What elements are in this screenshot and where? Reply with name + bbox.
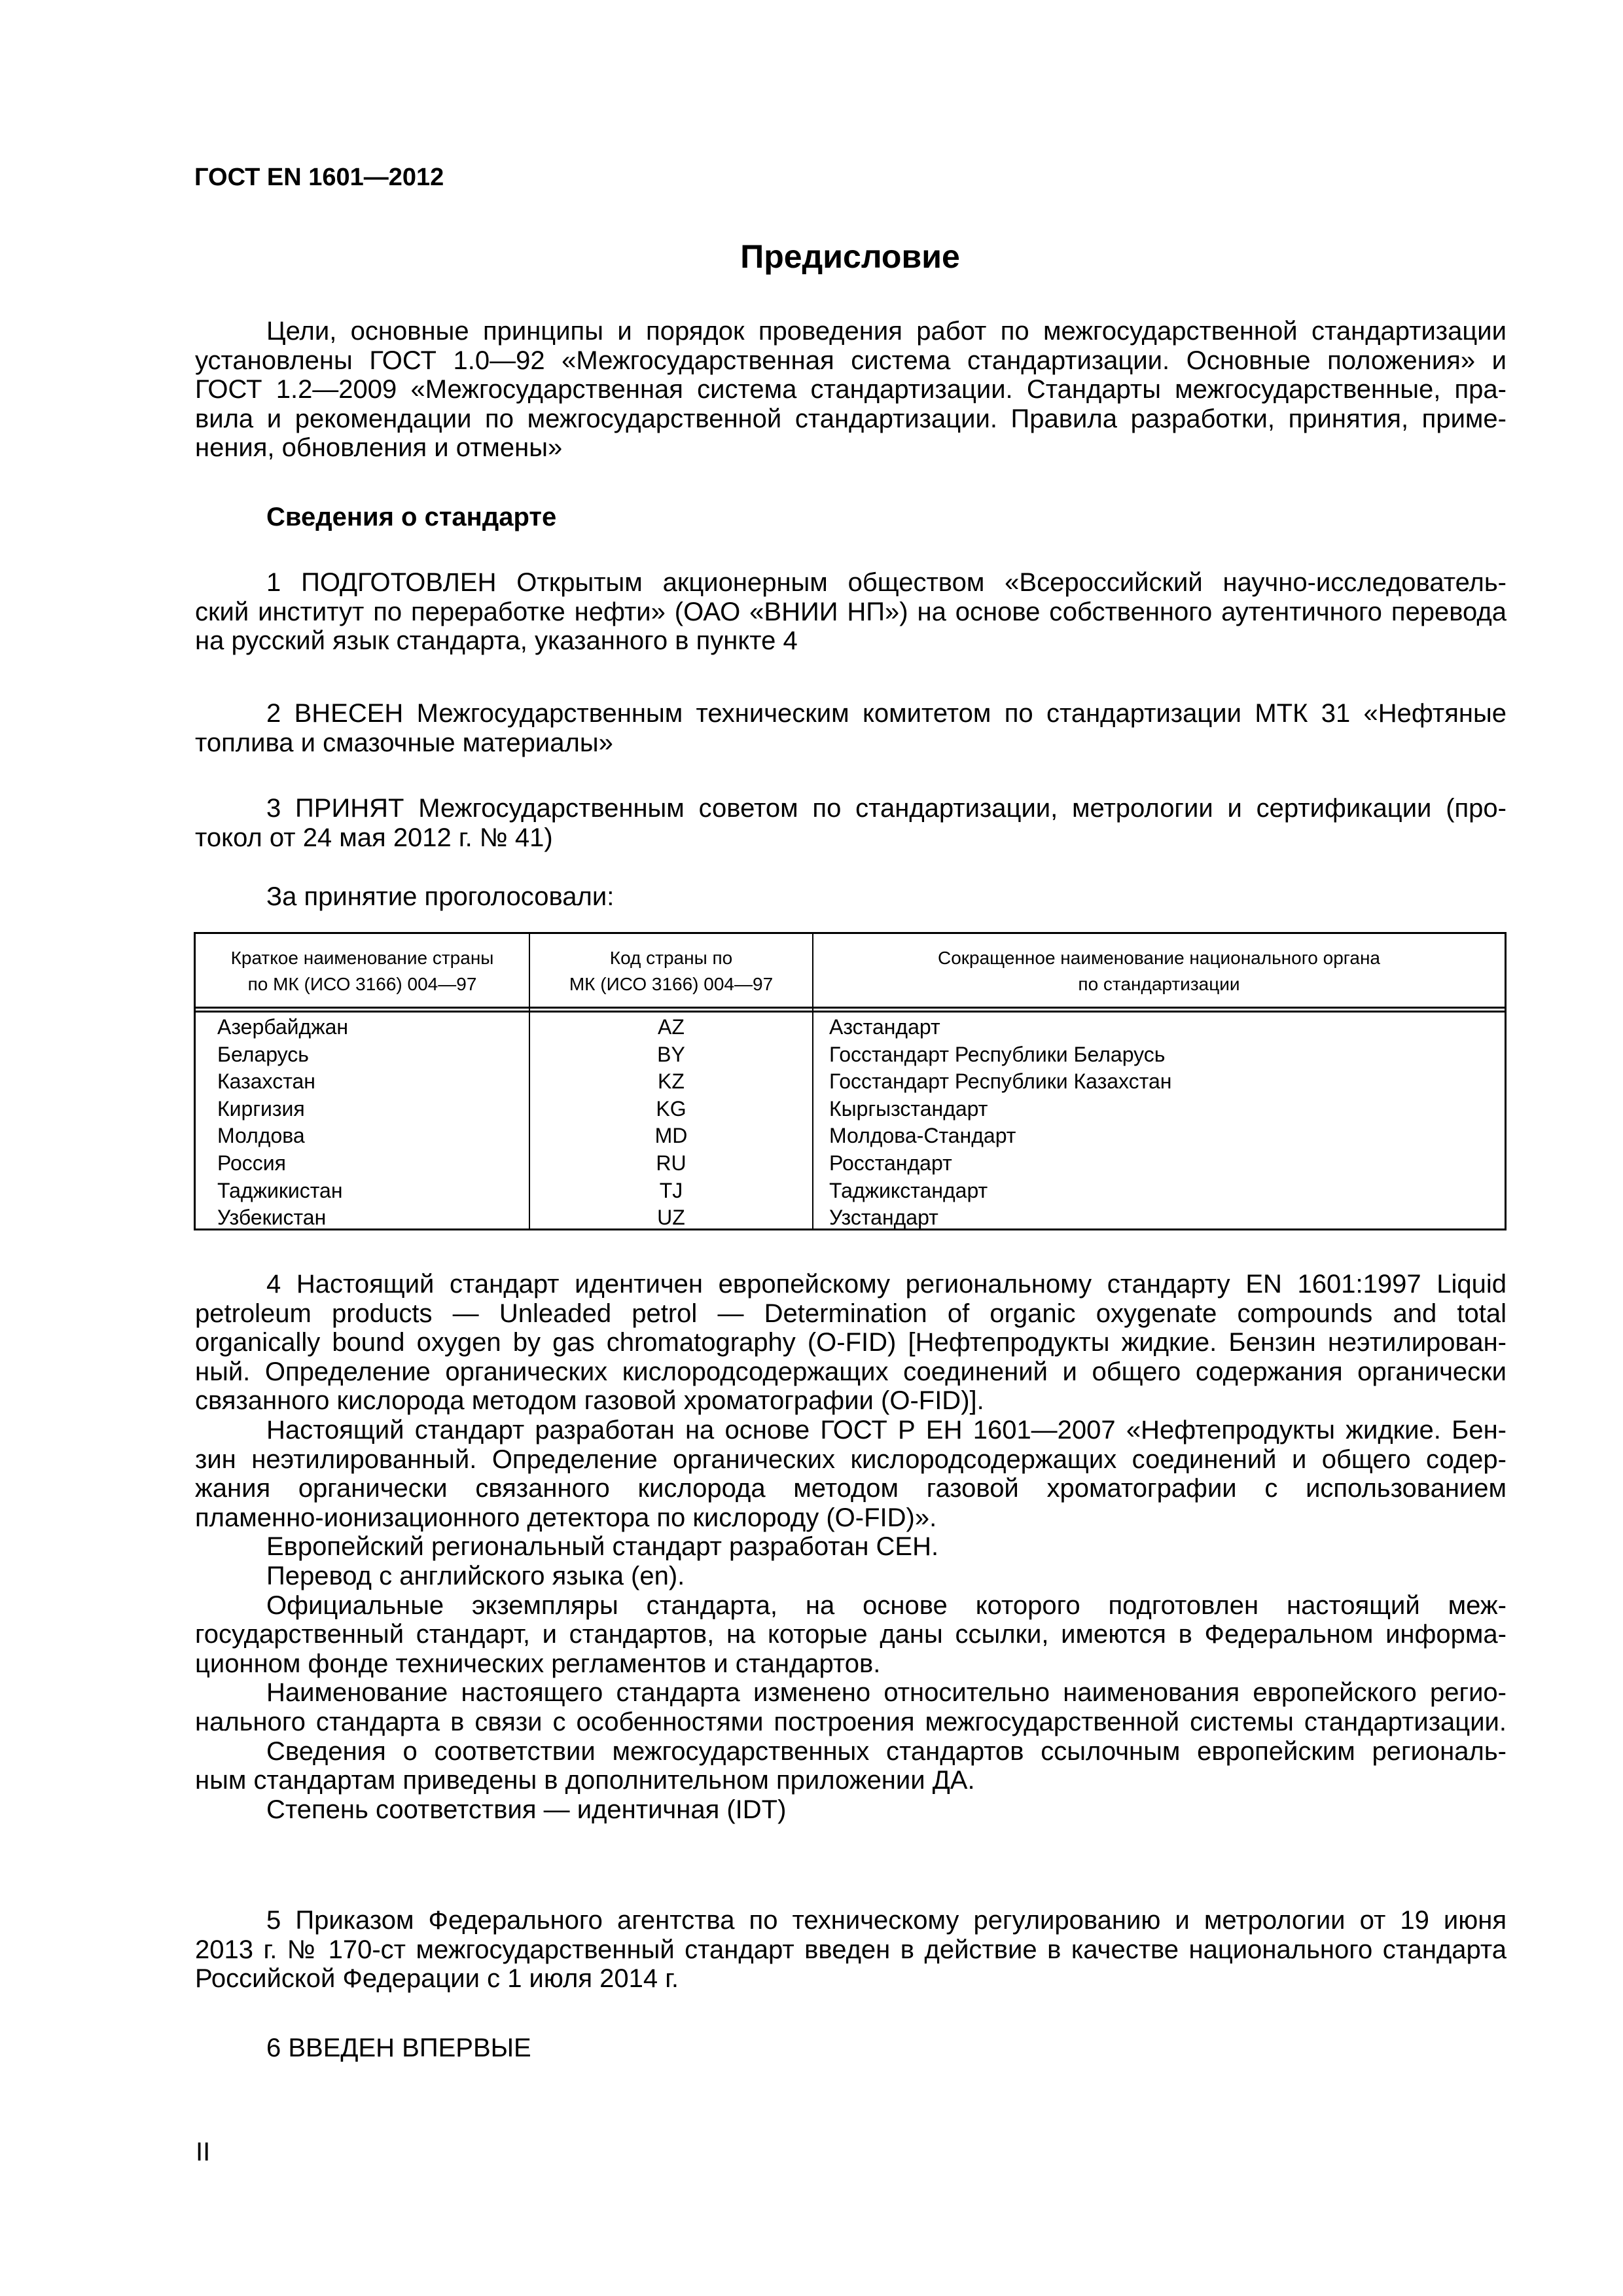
text-line: Перевод с английского языка (en). xyxy=(266,1561,685,1590)
table-cell-code: KZ xyxy=(658,1069,685,1094)
item-1-prepared xyxy=(195,568,1507,656)
table-cell-code: RU xyxy=(656,1151,687,1175)
text-line: ГОСТ 1.2—2009 «Межгосударственная система стандартизации. Стандарты межгосударственные, пра- xyxy=(195,375,1507,404)
header-line: по МК (ИСО 3166) 004—97 xyxy=(247,974,477,994)
text-line: Российской Федерации с 1 июля 2014 г. xyxy=(195,1964,679,1994)
text-line: 6 ВВЕДЕН ВПЕРВЫЕ xyxy=(266,2034,531,2062)
table-cell-body: Кыргызстандарт xyxy=(829,1096,988,1121)
text-line: ский институт по переработке нефти» (ОАО «ВНИИ НП») на основе собственного аутентичного перевода xyxy=(195,597,1507,626)
text-line: Настоящий стандарт разработан на основе ГОСТ Р ЕН 1601—2007 «Нефтепродукты жидкие. Бен- xyxy=(266,1415,1507,1444)
vote-intro-text: За принятие проголосовали: xyxy=(266,882,615,911)
text-line: 4 Настоящий стандарт идентичен европейскому региональному стандарту EN 1601:1997 Liquid xyxy=(266,1270,1507,1299)
text-line: вила и рекомендации по межгосударственной стандартизации. Правила разработки, принятия, приме- xyxy=(195,404,1507,433)
standards-body-column xyxy=(829,1014,1497,1232)
header-line: по стандартизации xyxy=(1078,974,1240,994)
voting-countries-table xyxy=(194,932,1507,1230)
text-line: нения, обновления и отмены» xyxy=(195,433,563,463)
text-line: зин неэтилированный. Определение органических кислородсодержащих соединений и общего содер- xyxy=(195,1444,1507,1474)
text-line: Степень соответствия — идентичная (IDT) xyxy=(266,1795,787,1824)
header-line: Краткое наименование страны xyxy=(230,948,494,968)
table-cell-body: Таджикстандарт xyxy=(829,1178,988,1202)
text-line: на русский язык стандарта, указанного в пункте 4 xyxy=(195,626,798,656)
table-cell-body: Узстандарт xyxy=(829,1206,938,1230)
text-line: жания органически связанного кислорода методом газовой хроматографии с использованием xyxy=(195,1474,1507,1503)
item-5-order xyxy=(195,1906,1507,1994)
table-cell-code: UZ xyxy=(657,1206,685,1230)
text-line: 1 ПОДГОТОВЛЕН Открытым акционерным обществом «Всероссийский научно-исследователь- xyxy=(266,568,1507,597)
text-line: токол от 24 мая 2012 г. № 41) xyxy=(195,823,553,852)
table-cell-body: Госстандарт Республики Беларусь xyxy=(829,1042,1166,1066)
page-title: Предисловие xyxy=(740,238,960,275)
table-cell-code: KG xyxy=(656,1096,687,1121)
country-name-column xyxy=(217,1014,525,1232)
text-line: ционном фонде технических регламентов и стандартов. xyxy=(195,1649,881,1678)
page-number: II xyxy=(196,2138,211,2166)
table-cell-country: Беларусь xyxy=(217,1042,309,1066)
text-line: связанного кислорода методом газовой хроматографии (O-FID)]. xyxy=(195,1386,984,1416)
table-cell-code: MD xyxy=(654,1124,688,1148)
table-cell-body: Росстандарт xyxy=(829,1151,952,1175)
text-line: Сведения о соответствии межгосударственных стандартов ссылочным европейским региональ- xyxy=(266,1736,1507,1766)
text-line: organically bound oxygen by gas chromatography (O-FID) [Нефтепродукты жидкие. Бензин неэтилирован- xyxy=(195,1328,1507,1357)
country-code-column xyxy=(530,1014,812,1232)
header-rule xyxy=(196,1011,1505,1013)
header-line: Сокращенное наименование национального органа xyxy=(937,948,1381,968)
item-6-first-introduced xyxy=(195,2034,1507,2063)
text-line: топлива и смазочные материалы» xyxy=(195,728,613,757)
table-cell-code: BY xyxy=(657,1042,685,1066)
preface-paragraph xyxy=(195,317,1507,463)
table-cell-country: Казахстан xyxy=(217,1069,315,1094)
table-cell-country: Россия xyxy=(217,1151,286,1175)
table-header-country-name xyxy=(196,934,529,1009)
text-line: Цели, основные принципы и порядок проведения работ по межгосударственной стандартизации xyxy=(266,317,1507,346)
header-line: Код страны по xyxy=(609,948,733,968)
section-heading-standard-info: Сведения о стандарте xyxy=(266,503,557,531)
table-cell-body: Молдова-Стандарт xyxy=(829,1124,1016,1148)
text-line: установлены ГОСТ 1.0—92 «Межгосударственная система стандартизации. Основные положения» и xyxy=(195,346,1507,375)
table-cell-code: TJ xyxy=(659,1178,683,1202)
table-header-standards-body xyxy=(813,934,1505,1009)
table-cell-country: Азербайджан xyxy=(217,1015,349,1039)
table-cell-code: AZ xyxy=(658,1015,685,1039)
text-line: ный. Определение органических кислородсодержащих соединений и общего содержания органически xyxy=(195,1357,1507,1386)
text-line: 3 ПРИНЯТ Межгосударственным советом по стандартизации, метрологии и сертификации (про- xyxy=(266,794,1507,823)
document-code-header: ГОСТ EN 1601—2012 xyxy=(194,164,444,191)
text-line: Официальные экземпляры стандарта, на основе которого подготовлен настоящий меж- xyxy=(266,1590,1507,1620)
table-cell-body: Азстандарт xyxy=(829,1015,940,1039)
text-line: Европейский региональный стандарт разработан СЕН. xyxy=(266,1532,939,1562)
text-line: пламенно-ионизационного детектора по кислороду (O-FID)». xyxy=(195,1503,937,1532)
text-line: 2 ВНЕСЕН Межгосударственным техническим комитетом по стандартизации МТК 31 «Нефтяные xyxy=(266,699,1507,728)
table-header-country-code xyxy=(530,934,812,1009)
table-cell-country: Таджикистан xyxy=(217,1178,343,1202)
table-cell-country: Молдова xyxy=(217,1124,305,1148)
item-2-submitted xyxy=(195,699,1507,757)
table-cell-country: Киргизия xyxy=(217,1096,305,1121)
text-line: Наименование настоящего стандарта изменено относительно наименования европейского регио- xyxy=(266,1678,1507,1708)
text-line: государственный стандарт, и стандартов, на которые даны ссылки, имеются в Федеральном информа- xyxy=(195,1620,1507,1649)
text-line: нального стандарта в связи с особенностями построения межгосударственной системы стандартизации. xyxy=(195,1707,1507,1736)
text-line: ным стандартам приведены в дополнительном приложении ДА. xyxy=(195,1766,975,1795)
text-line: 2013 г. № 170-ст межгосударственный стандарт введен в действие в качестве национального стандарта xyxy=(195,1935,1507,1964)
text-line: petroleum products — Unleaded petrol — Determination of organic oxygenate compounds and total xyxy=(195,1299,1507,1328)
item-4-identity xyxy=(195,1270,1507,1824)
text-line: 5 Приказом Федерального агентства по техническому регулированию и метрологии от 19 июня xyxy=(266,1906,1507,1935)
table-cell-body: Госстандарт Республики Казахстан xyxy=(829,1069,1172,1094)
item-3-adopted xyxy=(195,794,1507,852)
header-line: МК (ИСО 3166) 004—97 xyxy=(569,974,774,994)
table-cell-country: Узбекистан xyxy=(217,1206,327,1230)
